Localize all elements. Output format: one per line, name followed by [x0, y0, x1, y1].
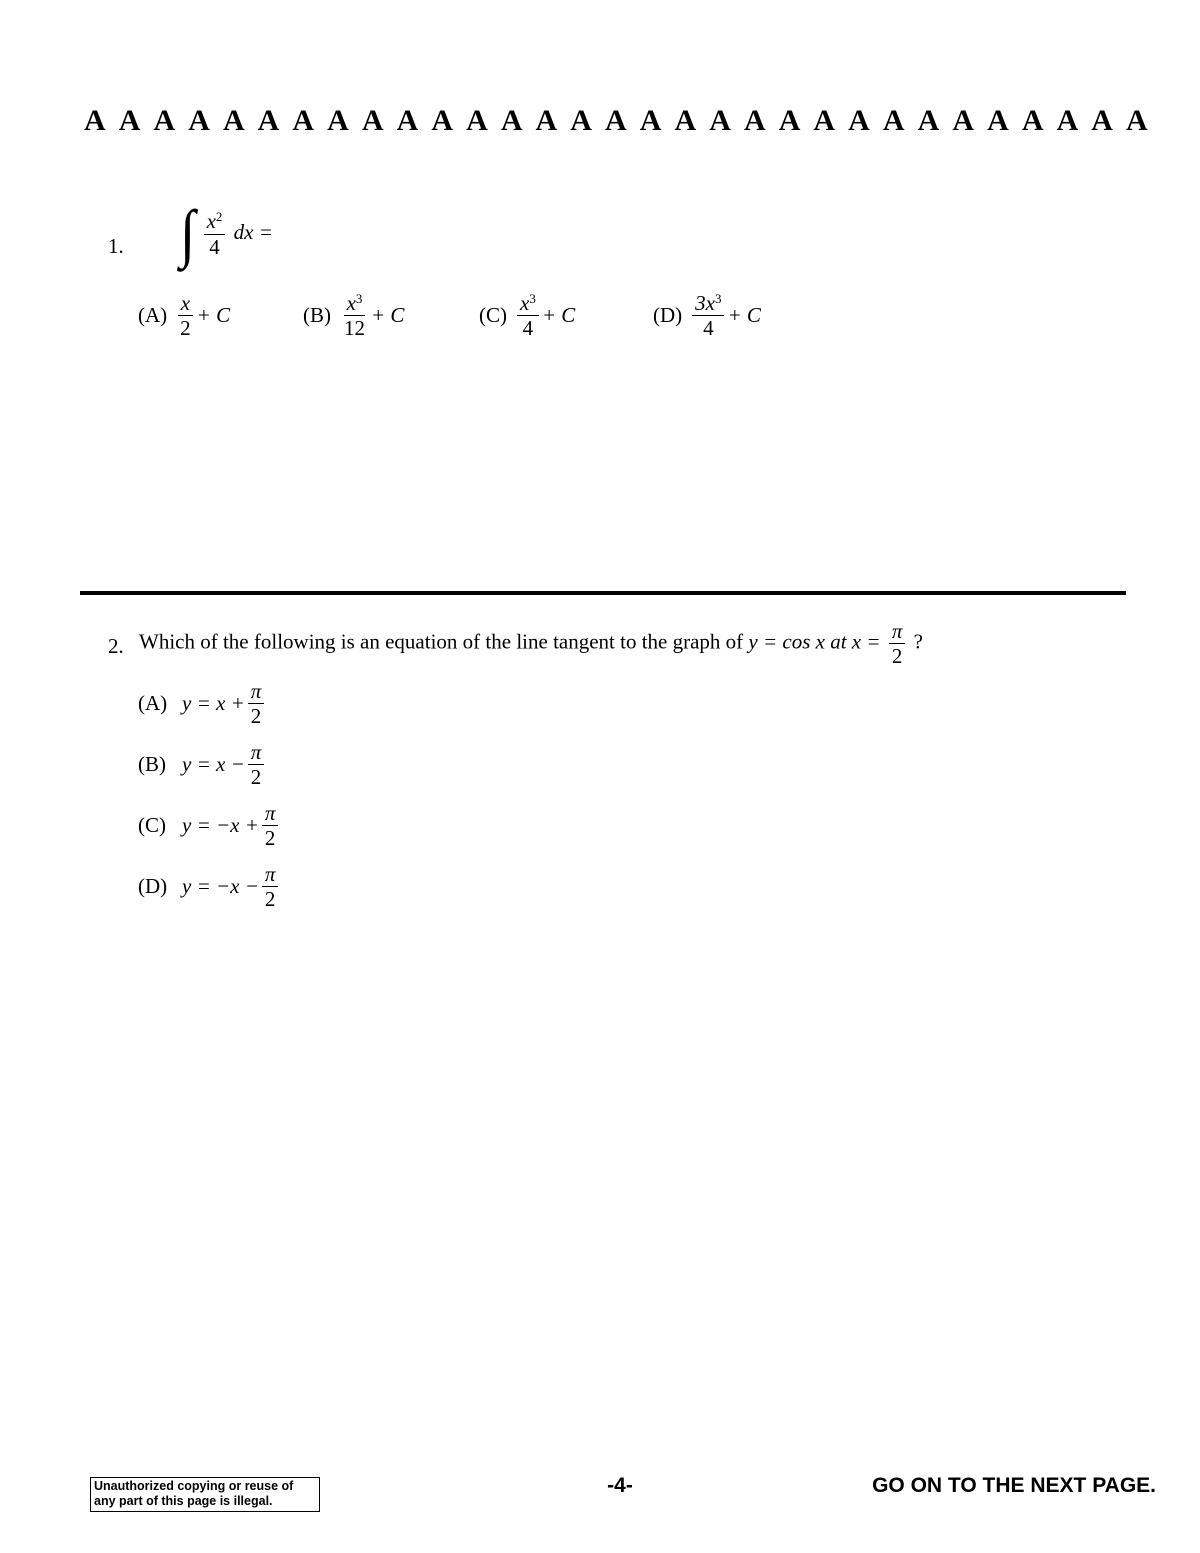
choice-fraction — [517, 292, 539, 339]
choice-expression: y = x − — [182, 752, 245, 777]
choice-rest: + C — [727, 303, 761, 328]
choice-rest: + C — [541, 303, 576, 328]
section-marker: A — [848, 104, 870, 137]
choice-numerator: 3x — [695, 291, 715, 315]
choice-denominator: 4 — [703, 316, 714, 341]
choice-expression: y = −x + — [182, 813, 259, 838]
choice-denominator: 12 — [344, 316, 365, 341]
section-marker: A — [431, 104, 454, 137]
choice-exponent: 3 — [529, 290, 536, 306]
pi-denominator: 2 — [250, 765, 262, 790]
choice-label: (A) — [138, 303, 168, 328]
section-marker: A — [952, 104, 975, 137]
choice-label: (C) — [479, 303, 507, 328]
question-1-stem — [180, 198, 273, 270]
section-marker: A — [674, 104, 697, 137]
pi-numerator: π — [248, 680, 265, 704]
choice-denominator: 2 — [180, 316, 191, 341]
integral-sign-icon: ∫ — [180, 198, 196, 270]
choice-label: (A) — [138, 691, 168, 716]
pi-numerator: π — [262, 863, 279, 887]
section-marker: A — [813, 104, 836, 137]
notice-line-1: Unauthorized copying or reuse of — [94, 1479, 294, 1493]
section-marker: A — [1091, 104, 1113, 137]
q2-choice-d[interactable] — [138, 863, 281, 910]
choice-exponent: 3 — [355, 290, 363, 306]
integrand-numerator: x — [206, 209, 216, 234]
pi-over-2-fraction — [889, 620, 906, 667]
choice-expression: y = x + — [182, 691, 245, 716]
next-page-instruction: GO ON TO THE NEXT PAGE. — [872, 1474, 1156, 1497]
choice-label: (B) — [303, 303, 331, 328]
choice-label: (B) — [138, 752, 166, 777]
section-marker: A — [466, 104, 488, 137]
pi-denominator: 2 — [250, 704, 262, 729]
pi-numerator: π — [262, 802, 279, 826]
choice-numerator: x — [346, 291, 356, 315]
q1-choice-b[interactable] — [303, 292, 404, 339]
section-marker: A — [361, 104, 384, 137]
choice-numerator: x — [520, 291, 530, 315]
section-marker: A — [778, 104, 801, 137]
choice-rest: + C — [196, 303, 231, 328]
choice-denominator: 4 — [522, 316, 534, 341]
choice-fraction — [262, 802, 279, 849]
choice-fraction — [341, 292, 368, 339]
integral-tail: dx = — [233, 219, 273, 244]
choice-fraction — [177, 292, 194, 339]
choice-numerator: x — [180, 291, 191, 315]
section-marker: A — [605, 104, 627, 137]
section-marker: A — [327, 104, 349, 137]
pi-numerator: π — [889, 620, 906, 644]
choice-fraction — [248, 741, 265, 788]
choice-fraction — [248, 680, 265, 727]
section-marker: A — [118, 104, 141, 137]
question-2-number: 2. — [108, 634, 124, 658]
section-marker: A — [570, 104, 592, 137]
q1-choice-c[interactable] — [479, 292, 575, 339]
section-marker: A — [917, 104, 940, 137]
question-mark: ? — [913, 629, 923, 654]
integrand-exponent: 2 — [215, 209, 223, 225]
q1-choice-a[interactable] — [138, 292, 230, 339]
section-marker: A — [535, 104, 558, 137]
q2-choice-b[interactable] — [138, 741, 267, 788]
section-marker: A — [292, 104, 315, 137]
choice-exponent: 3 — [714, 290, 722, 306]
pi-denominator: 2 — [264, 826, 276, 851]
question-divider — [80, 591, 1126, 595]
question-2-equation: y = cos x at x = — [748, 629, 881, 654]
choice-expression: y = −x − — [182, 874, 259, 899]
pi-denominator: 2 — [264, 887, 276, 912]
section-marker: A — [1056, 104, 1079, 137]
section-marker: A — [153, 104, 176, 137]
q2-choice-c[interactable] — [138, 802, 281, 849]
question-2-text: Which of the following is an equation of the line tangent to the graph of — [139, 629, 744, 654]
question-1-number: 1. — [108, 234, 124, 258]
page-number: -4- — [607, 1474, 633, 1497]
choice-fraction — [262, 863, 279, 910]
section-marker: A — [743, 104, 766, 137]
section-marker: A — [1126, 104, 1148, 137]
section-marker: A — [84, 104, 106, 137]
choice-rest: + C — [371, 303, 405, 328]
question-2-stem — [139, 620, 923, 667]
section-header — [84, 104, 1148, 138]
section-marker: A — [709, 104, 731, 137]
choice-label: (D) — [653, 303, 683, 328]
integrand-denominator: 4 — [209, 234, 220, 259]
section-marker: A — [396, 104, 419, 137]
pi-numerator: π — [248, 741, 265, 765]
section-marker: A — [222, 104, 245, 137]
section-marker: A — [500, 104, 523, 137]
pi-denominator: 2 — [891, 644, 903, 669]
q2-choice-a[interactable] — [138, 680, 267, 727]
section-marker: A — [188, 104, 210, 137]
integrand-fraction — [204, 210, 226, 257]
copyright-notice — [90, 1477, 320, 1512]
section-marker: A — [1021, 104, 1044, 137]
section-marker: A — [257, 104, 280, 137]
choice-fraction — [692, 292, 724, 339]
notice-line-2: any part of this page is illegal. — [94, 1494, 273, 1508]
section-marker: A — [639, 104, 662, 137]
q1-choice-d[interactable] — [653, 292, 761, 339]
choice-label: (D) — [138, 874, 168, 899]
section-marker: A — [882, 104, 905, 137]
section-marker: A — [987, 104, 1009, 137]
choice-label: (C) — [138, 813, 166, 838]
